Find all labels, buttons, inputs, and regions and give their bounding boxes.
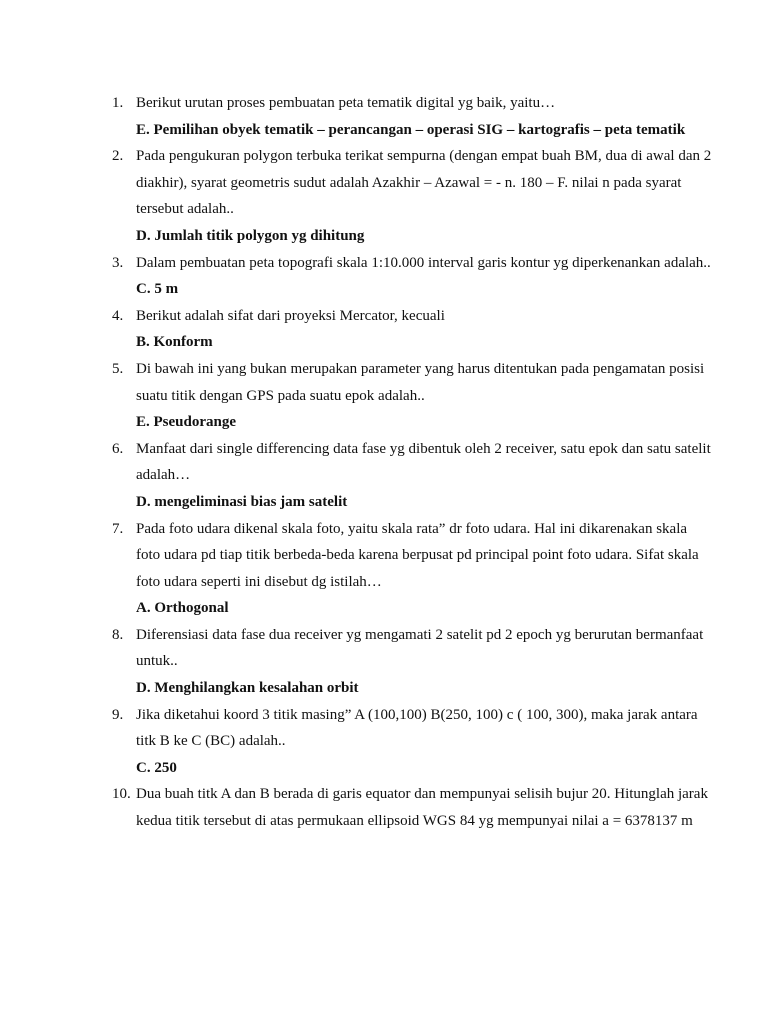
answer-text: D. mengeliminasi bias jam satelit — [136, 493, 348, 510]
question-item — [112, 781, 712, 834]
question-text: Dua buah titk A dan B berada di garis equator dan mempunyai selisih bujur 20. Hitunglah jarak kedua titik tersebut di atas permukaan ellipsoid WGS 84 yg mempunyai nilai a = 6378137 m — [136, 786, 708, 830]
question-text: Di bawah ini yang bukan merupakan parameter yang harus ditentukan pada pengamatan posisi suatu titik dengan GPS pada suatu epok adalah.. — [136, 360, 705, 404]
question-text: Manfaat dari single differencing data fase yg dibentuk oleh 2 receiver, satu epok dan satu satelit adalah… — [136, 440, 711, 484]
answer-text: E. Pseudorange — [136, 414, 237, 431]
question-number: 7. — [112, 520, 124, 537]
answer-text: C. 250 — [136, 759, 177, 776]
question-item — [112, 250, 712, 303]
question-text: Dalam pembuatan peta topografi skala 1:10.000 interval garis kontur yg diperkenankan adalah.. — [136, 254, 711, 271]
question-number: 6. — [112, 440, 124, 457]
question-item — [112, 90, 712, 143]
question-text: Pada pengukuran polygon terbuka terikat sempurna (dengan empat buah BM, dua di awal dan 2 diakhir), syarat geometris sudut adalah Azakhir – Azawal = - n. 180 – F. nilai n pada syarat tersebut adalah.. — [136, 148, 712, 218]
answer-text: D. Menghilangkan kesalahan orbit — [136, 680, 359, 697]
question-number: 5. — [112, 360, 124, 377]
answer-text: E. Pemilihan obyek tematik – perancangan – operasi SIG – kartografis – peta tematik — [136, 121, 686, 138]
question-text: Pada foto udara dikenal skala foto, yaitu skala rata” dr foto udara. Hal ini dikarenakan skala foto udara pd tiap titik berbeda-beda karena berpusat pd principal point foto udara. Sifat skala foto udara seperti ini disebut dg istilah… — [136, 520, 699, 590]
question-number: 1. — [112, 95, 124, 111]
answer-text: A. Orthogonal — [136, 600, 229, 617]
question-item — [112, 303, 712, 356]
question-text: Jika diketahui koord 3 titik masing” A (100,100) B(250, 100) c ( 100, 300), maka jarak antara titk B ke C (BC) adalah.. — [136, 706, 698, 750]
question-item — [112, 622, 712, 702]
question-number: 2. — [112, 148, 124, 165]
question-text: Diferensiasi data fase dua receiver yg mengamati 2 satelit pd 2 epoch yg berurutan bermanfaat untuk.. — [136, 626, 704, 670]
question-item — [112, 436, 712, 516]
answer-text: D. Jumlah titik polygon yg dihitung — [136, 227, 365, 244]
question-number: 3. — [112, 254, 124, 271]
question-number: 10. — [112, 786, 131, 803]
answer-text: C. 5 m — [136, 281, 179, 298]
question-item — [112, 143, 712, 249]
question-text: Berikut urutan proses pembuatan peta tematik digital yg baik, yaitu… — [136, 95, 556, 111]
question-item — [112, 356, 712, 436]
question-text: Berikut adalah sifat dari proyeksi Mercator, kecuali — [136, 307, 445, 324]
question-list — [112, 90, 712, 835]
question-number: 8. — [112, 626, 124, 643]
answer-text: B. Konform — [136, 334, 213, 351]
question-item — [112, 702, 712, 782]
question-item — [112, 516, 712, 622]
question-number: 4. — [112, 307, 124, 324]
question-number: 9. — [112, 706, 124, 723]
